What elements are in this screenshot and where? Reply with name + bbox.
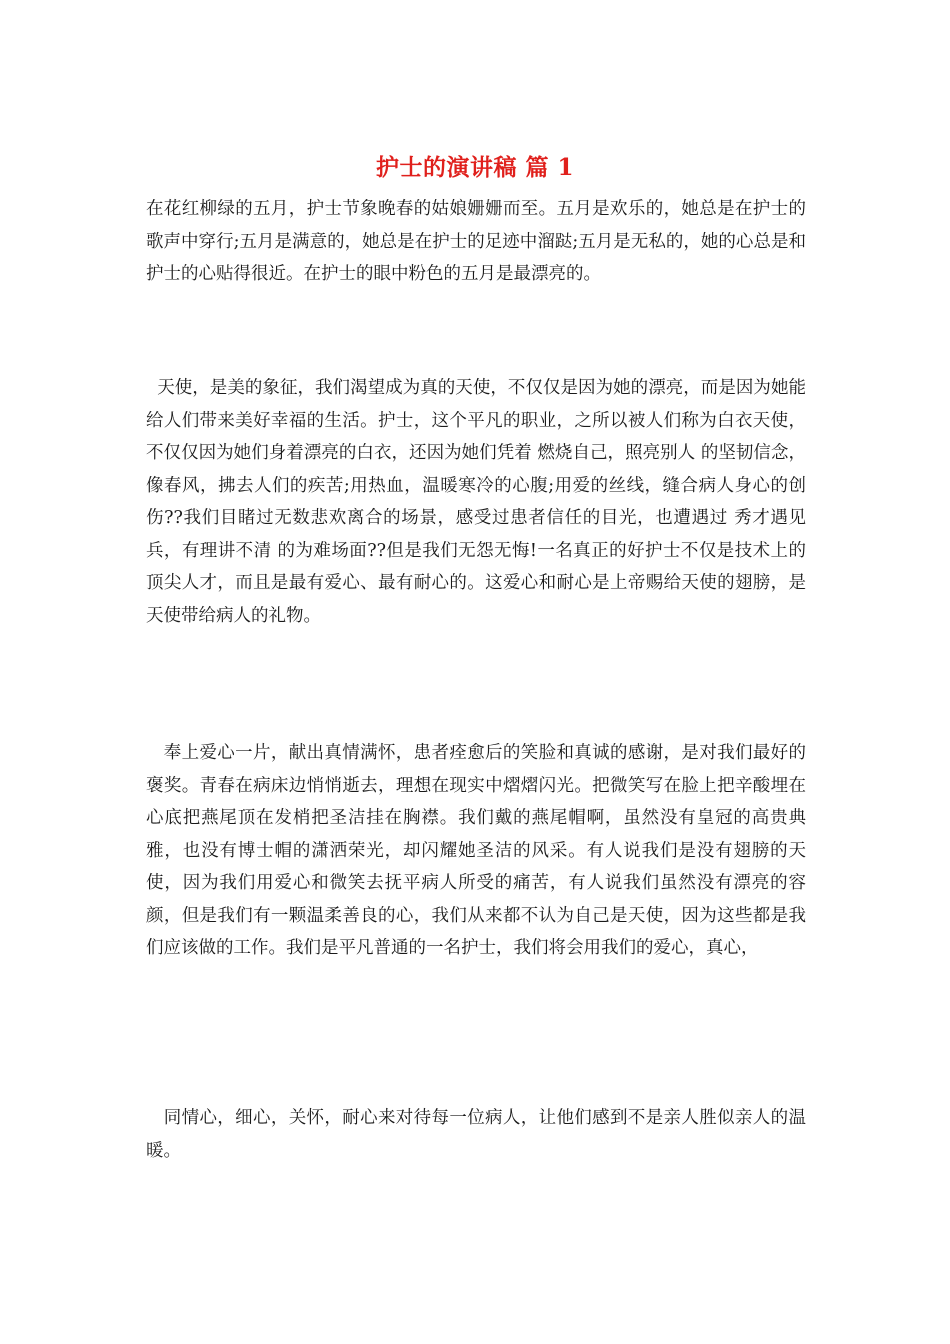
paragraph-4: 同情心，细心，关怀，耐心来对待每一位病人，让他们感到不是亲人胜似亲人的温暖。 xyxy=(146,1108,806,1161)
document-title: 护士的演讲稿 篇 1 xyxy=(375,154,575,181)
paragraph-1: 在花红柳绿的五月，护士节象晚春的姑娘姗姗而至。五月是欢乐的，她总是在护士的歌声中穿行;五月是满意的，她总是在护士的足迹中溜跶;五月是无私的，她的心总是和护士的心贴得很近。在护士的眼中粉色的五月是最漂亮的。 xyxy=(146,199,806,284)
paragraph-2: 天使，是美的象征，我们渴望成为真的天使，不仅仅是因为她的漂亮，而是因为她能给人们带来美好幸福的生活。护士，这个平凡的职业，之所以被人们称为白衣天使，不仅仅因为她们身着漂亮的白衣，还因为她们凭着 燃烧自己，照亮别人 的坚韧信念，像春风，拂去人们的疾苦;用热血，温暖寒冷的心腹;用爱的丝线，缝合病人身心的创伤??我们目睹过无数悲欢离合的场景，感受过患者信任的目光，也遭遇过 秀才遇见兵，有理讲不清 的为难场面??但是我们无怨无悔!一名真正的好护士不仅是技术上的顶尖人才，而且是最有爱心、最有耐心的。这爱心和耐心是上帝赐给天使的翅膀，是天使带给病人的礼物。 xyxy=(146,378,806,626)
paragraph-3: 奉上爱心一片，献出真情满怀，患者痊愈后的笑脸和真诚的感谢，是对我们最好的褒奖。青春在病床边悄悄逝去，理想在现实中熠熠闪光。把微笑写在脸上把辛酸埋在心底把燕尾顶在发梢把圣洁挂在胸襟。我们戴的燕尾帽啊，虽然没有皇冠的高贵典雅，也没有博士帽的潇洒荣光，却闪耀她圣洁的风采。有人说我们是没有翅膀的天使，因为我们用爱心和微笑去抚平病人所受的痛苦，有人说我们虽然没有漂亮的容颜，但是我们有一颗温柔善良的心，我们从来都不认为自己是天使，因为这些都是我们应该做的工作。我们是平凡普通的一名护士，我们将会用我们的爱心，真心， xyxy=(146,743,806,958)
